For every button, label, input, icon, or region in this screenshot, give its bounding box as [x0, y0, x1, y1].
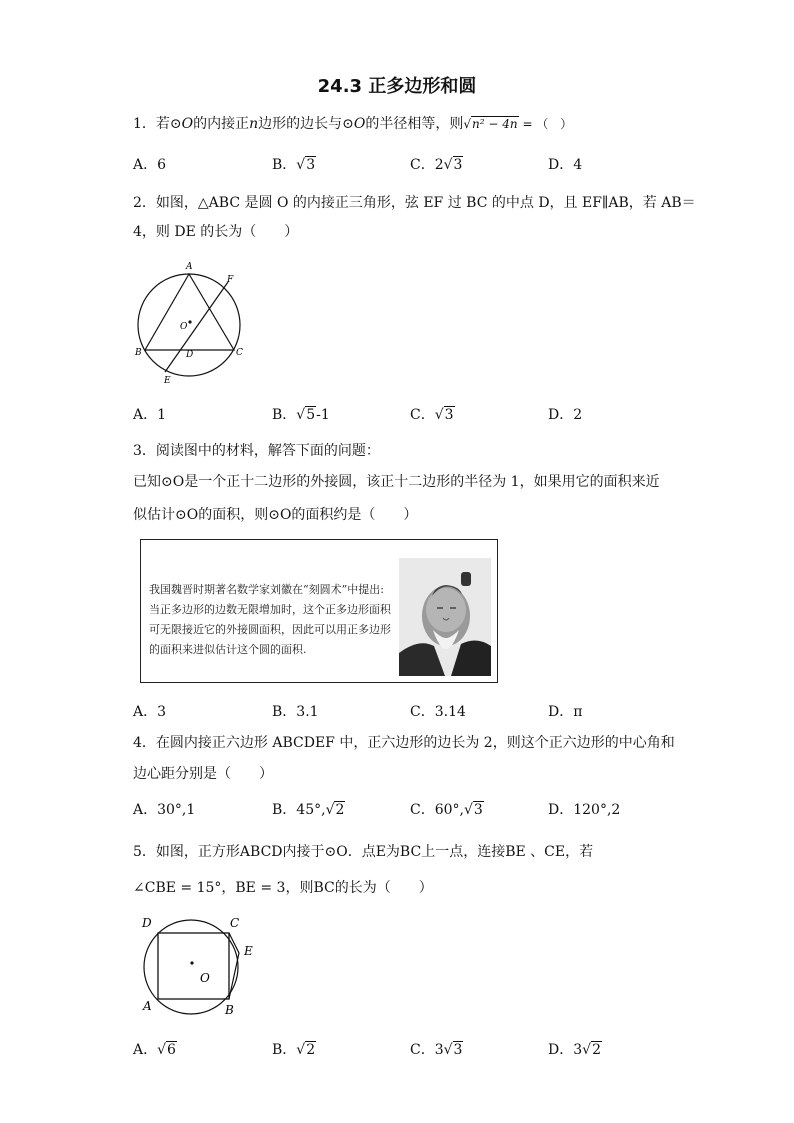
q2-circle-figure	[128, 258, 258, 386]
q1-option-a: A．6	[133, 157, 167, 173]
q1-option-c: C．2√3	[410, 157, 463, 173]
center-dot	[190, 961, 193, 964]
label-b: B	[225, 1003, 234, 1017]
q1-option-d: D．4	[548, 157, 583, 173]
q3-option-b: B．3.1	[272, 704, 319, 720]
q3-option-a: A．3	[133, 704, 167, 720]
q2-option-a: A．1	[133, 407, 167, 423]
label-c: C	[236, 348, 243, 358]
q5-option-b: B．√2	[272, 1042, 316, 1058]
q1-option-b: B．√3	[272, 157, 316, 173]
label-e: E	[244, 944, 253, 958]
label-a: A	[186, 262, 193, 272]
label-a: A	[143, 999, 152, 1013]
question-4-stem-line2: 边心距分别是（ ）	[133, 766, 273, 782]
q4-option-a: A．30°,1	[133, 802, 196, 818]
label-b: B	[135, 348, 142, 358]
label-e: E	[164, 376, 171, 386]
q5-square-circle-figure	[136, 910, 266, 1020]
question-5-stem-line2: ∠CBE = 15°，BE = 3，则BC的长为（ ）	[133, 880, 433, 896]
question-4-stem-line1: 4．在圆内接正六边形 ABCDEF 中，正六边形的边长为 2，则这个正六边形的中心角和	[133, 735, 675, 751]
chord-ef	[165, 282, 228, 372]
reading-material-box	[140, 539, 498, 683]
question-3-stem-line3: 似估计⊙O的面积，则⊙O的面积约是（ ）	[133, 507, 418, 523]
question-2-stem-line2: 4，则 DE 的长为（ ）	[133, 224, 299, 240]
circle-o	[138, 274, 240, 376]
label-d: D	[142, 916, 152, 930]
q2-option-d: D．2	[548, 407, 583, 423]
label-f: F	[227, 275, 234, 285]
q4-option-d: D．120°,2	[548, 802, 621, 818]
center-dot	[188, 320, 191, 323]
question-2-stem-line1: 2．如图，△ABC 是圆 O 的内接正三角形，弦 EF 过 BC 的中点 D，且 EF∥AB，若 AB＝	[133, 195, 696, 211]
page-title: 24.3 正多边形和圆	[317, 76, 477, 97]
q4-option-c: C．60°,√3	[410, 802, 483, 818]
q3-option-d: D．π	[548, 704, 583, 720]
q2-option-b: B．√5-1	[272, 407, 330, 423]
question-5-stem-line1: 5．如图，正方形ABCD内接于⊙O．点E为BC上一点，连接BE 、CE，若	[133, 844, 594, 860]
square-abcd	[158, 933, 229, 999]
q3-option-c: C．3.14	[410, 704, 466, 720]
question-3-stem-line1: 3．阅读图中的材料，解答下面的问题：	[133, 443, 380, 459]
label-o: O	[180, 322, 188, 332]
q5-option-d: D．3√2	[548, 1042, 601, 1058]
q2-option-c: C．√3	[410, 407, 454, 423]
label-d: D	[186, 350, 194, 360]
q4-option-b: B．45°,√2	[272, 802, 345, 818]
q5-option-a: A．√6	[133, 1042, 176, 1058]
liu-hui-portrait-image	[399, 558, 491, 676]
q5-option-c: C．3√3	[410, 1042, 463, 1058]
label-o: O	[200, 971, 210, 985]
question-1-stem: 1．若⊙O的内接正n边形的边长与⊙O的半径相等，则√n² − 4n = （ ）	[133, 116, 573, 132]
question-3-stem-line2: 已知⊙O是一个正十二边形的外接圆，该正十二边形的半径为 1，如果用它的面积来近	[133, 474, 660, 490]
label-c: C	[230, 916, 240, 930]
reading-material-text: 我国魏晋时期著名数学家刘徽在“刻圆术”中提出: 当正多边形的边数无限增加时，这个正多边形面积 可无限接近它的外接圆面积，因此可以用正多边形 的面积来进似估计这个圆的面积.	[149, 583, 391, 656]
